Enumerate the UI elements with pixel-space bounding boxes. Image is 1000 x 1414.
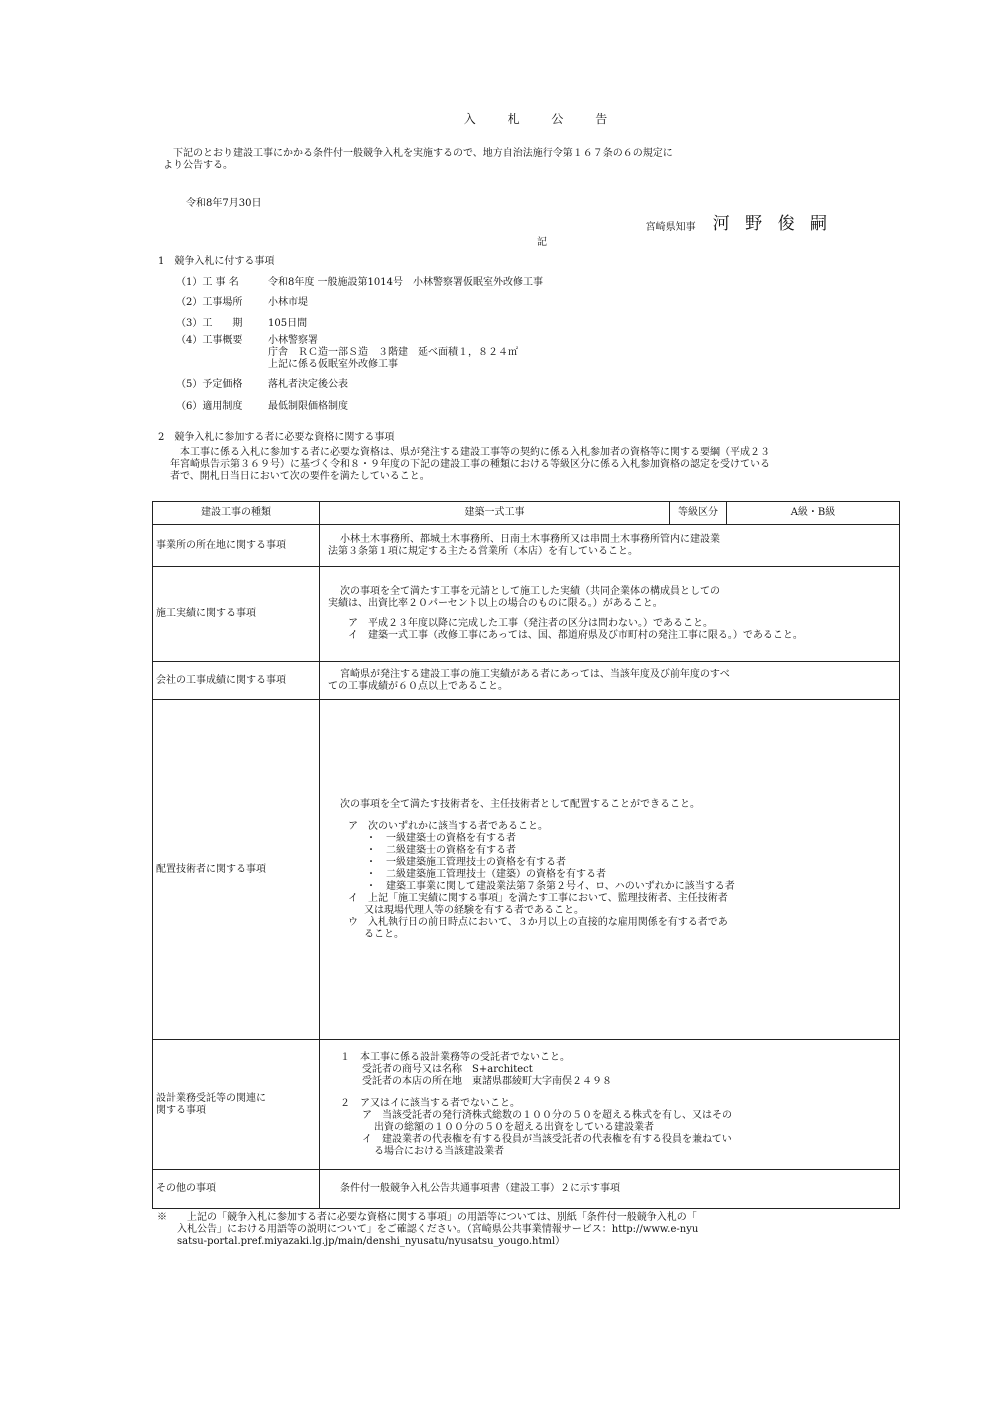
design-line: ２ ア又はイに該当する者でないこと。 (340, 1097, 520, 1109)
table-row (153, 662, 900, 700)
item-value: 小林市堤 (268, 297, 308, 308)
intro-line: 下記のとおり建設工事にかかる条件付一般競争入札を実施するので、地方自治法施行令第１６７条の６の規定に (163, 148, 673, 159)
item-key: （1）工 事 名 (176, 277, 239, 288)
item-location (176, 297, 308, 309)
table-row (153, 1040, 900, 1170)
item-key: （2）工事場所 (176, 297, 243, 308)
intro-line: より公告する。 (163, 160, 233, 171)
engineer-a: ア 次のいずれかに該当する者であること。 (348, 820, 548, 832)
signer-name: 河 野 俊 嗣 (712, 214, 832, 234)
grade-label: 等級区分 (670, 502, 727, 525)
table-row (153, 1170, 900, 1209)
engineer-u: ること。 (364, 928, 404, 940)
experience-item: ア 平成２３年度以降に完成した工事（発注者の区分は問わない。）であること。 (348, 618, 713, 629)
item-estimated-price (176, 379, 348, 391)
overview-line: 上記に係る仮眠室外改修工事 (268, 359, 398, 370)
table-row (153, 567, 900, 662)
signer-role: 宮崎県知事 (645, 222, 696, 234)
engineer-u: ウ 入札執行日の前日時点において、３か月以上の直接的な雇用関係を有する者であ (348, 916, 728, 928)
experience-content (320, 567, 900, 662)
engineer-intro: 次の事項を全て満たす技術者を、主任技術者として配置することができること。 (340, 798, 700, 810)
design-line: 出資の総額の１００分の５０を超える出資をしている建設業者 (374, 1121, 654, 1133)
footnote-line: satsu-portal.pref.miyazaki.lg.jp/main/denshi_nyusatu/nyusatsu_yougo.html） (157, 1236, 566, 1247)
type-label: 建設工事の種類 (153, 502, 320, 525)
requirements-table (152, 501, 900, 1209)
signer (646, 214, 832, 234)
engineer-bullet: ・ 一級建築施工管理技士の資格を有する者 (366, 856, 566, 868)
design-line: ア 当該受託者の発行済株式総数の１００分の５０を超える株式を有し、又はその (362, 1109, 732, 1121)
design-line: 受託者の本店の所在地 東諸県郡綾町大字南俣２４９８ (362, 1075, 612, 1087)
item-value: 105日間 (268, 318, 308, 329)
item-value: 令和8年度 一般施設第1014号 小林警察署仮眠室外改修工事 (268, 277, 543, 288)
design-label (153, 1040, 320, 1170)
experience-label: 施工実績に関する事項 (153, 567, 320, 662)
engineer-bullet: ・ 一級建築士の資格を有する者 (366, 832, 516, 844)
design-label-line: 関する事項 (156, 1104, 206, 1116)
engineer-bullet: ・ 二級建築士の資格を有する者 (366, 844, 516, 856)
engineer-content (320, 700, 900, 1040)
other-label: その他の事項 (153, 1170, 320, 1209)
overview-line: 小林警察署 (268, 335, 318, 346)
design-line: イ 建設業者の代表権を有する役員が当該受託者の代表権を有する役員を兼ねてい (362, 1133, 732, 1145)
item-system (176, 401, 348, 413)
item-key: （5）予定価格 (176, 379, 243, 390)
item-project-name (176, 277, 543, 289)
grade-value: A級・B級 (727, 502, 900, 525)
experience-line: 実績は、出資比率２０パーセント以上の場合のものに限る。）があること。 (328, 598, 663, 609)
rating-content (320, 662, 900, 700)
engineer-i: イ 上記「施工実績に関する事項」を満たす工事において、監理技術者、主任技術者 (348, 892, 728, 904)
type-value: 建築一式工事 (320, 502, 670, 525)
office-content (320, 525, 900, 567)
office-label: 事業所の所在地に関する事項 (153, 525, 320, 567)
item-overview (176, 335, 518, 371)
engineer-bullet: ・ 建築工事業に関して建設業法第７条第２号イ、ロ、ハのいずれかに該当する者 (366, 880, 735, 892)
item-key: （6）適用制度 (176, 401, 243, 412)
section2-body (170, 447, 770, 483)
section2-heading: 2 競争入札に参加する者に必要な資格に関する事項 (158, 432, 395, 443)
engineer-i: 又は現場代理人等の経験を有する者であること。 (364, 904, 584, 916)
design-label-line: 設計業務受託等の関連に (156, 1092, 266, 1104)
section1-heading: 1 競争入札に付する事項 (158, 256, 275, 267)
footnote (157, 1212, 837, 1248)
office-line: 法第３条第１項に規定する主たる営業所（本店）を有していること。 (328, 545, 638, 557)
footnote-line: ※ 上記の「競争入札に参加する者に必要な資格に関する事項」の用語等については、別紙「条件付一般競争入札の「 (157, 1212, 697, 1223)
intro-paragraph (163, 148, 803, 172)
design-line: 受託者の商号又は名称 S+architect (362, 1063, 533, 1075)
page-title: 入 札 公 告 (463, 112, 622, 126)
office-line: 小林土木事務所、都城土木事務所、日南土木事務所又は串間土木事務所管内に建設業 (340, 533, 720, 545)
experience-line: 次の事項を全て満たす工事を元請として施工した実績（共同企業体の構成員としての (340, 586, 720, 597)
section2-line: 者で、開札日当日において次の要件を満たしていること。 (170, 471, 430, 482)
table-row (153, 525, 900, 567)
engineer-label: 配置技術者に関する事項 (153, 700, 320, 1040)
design-line: １ 本工事に係る設計業務等の受託者でないこと。 (340, 1051, 570, 1063)
rating-label: 会社の工事成績に関する事項 (153, 662, 320, 700)
announcement-date: 令和8年7月30日 (186, 198, 262, 209)
rating-line: 宮崎県が発注する建設工事の施工実績がある者にあっては、当該年度及び前年度のすべ (340, 668, 730, 680)
table-row (153, 700, 900, 1040)
rating-line: ての工事成績が６０点以上であること。 (328, 680, 508, 692)
table-row (153, 502, 900, 525)
engineer-bullet: ・ 二級建築施工管理技士（建築）の資格を有する者 (366, 868, 606, 880)
ki-label: 記 (537, 237, 547, 248)
item-key: （4）工事概要 (176, 335, 243, 346)
overview-line: 庁舎 ＲＣ造一部Ｓ造 ３階建 延べ面積１，８２４㎡ (268, 347, 518, 358)
other-value (320, 1170, 900, 1209)
other-line: 条件付一般競争入札公告共通事項書（建設工事）２に示す事項 (340, 1183, 620, 1194)
item-value: 最低制限価格制度 (268, 401, 348, 412)
design-content (320, 1040, 900, 1170)
section2-line: 本工事に係る入札に参加する者に必要な資格は、県が発注する建設工事等の契約に係る入札参加者の資格等に関する要綱（平成２３ (170, 447, 770, 458)
experience-item: イ 建築一式工事（改修工事にあっては、国、都道府県及び市町村の発注工事に限る。）であること。 (348, 630, 803, 641)
design-line: る場合における当該建設業者 (374, 1145, 504, 1157)
footnote-line: 入札公告」における用語等の説明について」をご確認ください。（宮崎県公共事業情報サービス：http://www.e-nyu (157, 1224, 699, 1235)
item-value: 落札者決定後公表 (268, 379, 348, 390)
item-key: （3）工 期 (176, 318, 243, 329)
section2-line: 年宮崎県告示第３６９号）に基づく令和８・９年度の下記の建設工事の種類における等級区分に係る入札参加資格の認定を受けている (170, 459, 770, 470)
item-period (176, 318, 307, 330)
